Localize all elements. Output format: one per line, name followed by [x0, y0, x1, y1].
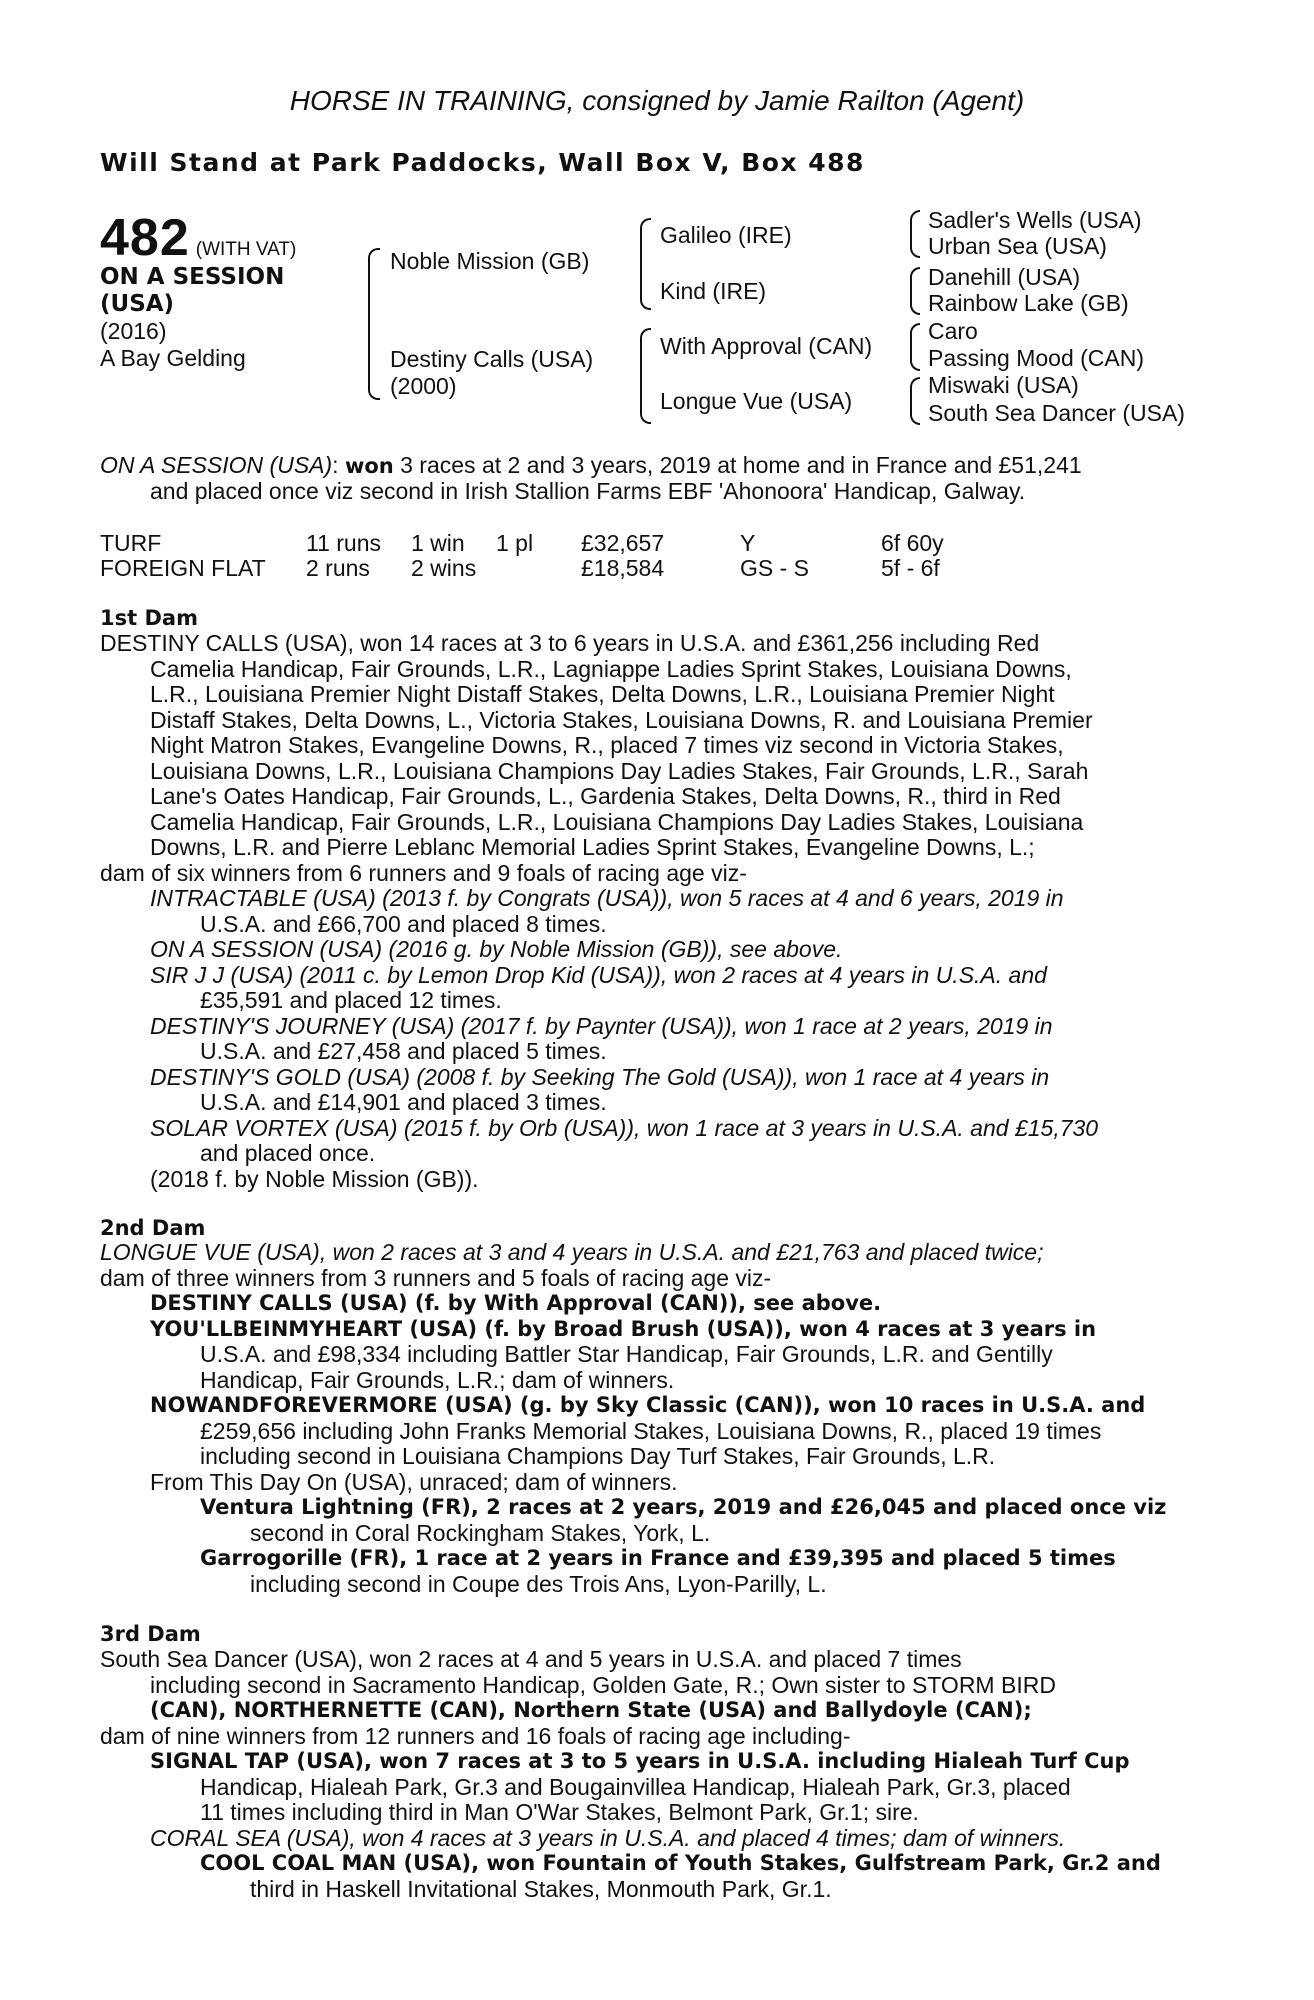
dam3-line: SIGNAL TAP (USA), won 7 races at 3 to 5 years in U.S.A. including Hialeah Turf Cup: [150, 1749, 1130, 1773]
dam2-line: DESTINY CALLS (USA) (f. by With Approval (CAN)), see above.: [150, 1291, 882, 1315]
dam3-line: dam of nine winners from 12 runners and 16 foals of racing age including-: [100, 1722, 851, 1749]
dam3-line: (CAN), NORTHERNETTE (CAN), Northern State (USA) and Ballydoyle (CAN);: [150, 1698, 1032, 1722]
sd-brace: [910, 267, 920, 315]
dam3-heading: 3rd Dam: [100, 1622, 201, 1646]
dam1-line: SIR J J (USA) (2011 c. by Lemon Drop Kid (USA)), won 2 races at 4 years in U.S.A. and: [150, 961, 1047, 988]
pedigree-sss: Sadler's Wells (USA): [928, 207, 1142, 233]
dam2-line: Handicap, Fair Grounds, L.R.; dam of winners.: [200, 1366, 675, 1393]
dam2-line: LONGUE VUE (USA), won 2 races at 3 and 4 years in U.S.A. and £21,763 and placed twice;: [100, 1239, 1044, 1265]
pedigree-sire: Noble Mission (GB): [390, 248, 590, 274]
dam1-line: U.S.A. and £27,458 and placed 5 times.: [200, 1038, 607, 1064]
dd-brace: [910, 377, 920, 425]
horse-info: [100, 318, 246, 372]
pedigree-ds: With Approval (CAN): [660, 333, 873, 359]
pedigree-ssd: Urban Sea (USA): [928, 233, 1107, 259]
stand-location: Will Stand at Park Paddocks, Wall Box V, Box 488: [100, 148, 865, 177]
dam1-line: L.R., Louisiana Premier Night Distaff Stakes, Delta Downs, L.R., Louisiana Premier Night: [150, 681, 1055, 707]
page-title: HORSE IN TRAINING, consigned by Jamie Railton (Agent): [289, 85, 1025, 116]
dam1-line: Night Matron Stakes, Evangeline Downs, R., placed 7 times viz second in Victoria Stakes,: [150, 732, 1064, 758]
dam1-line: Lane's Oates Handicap, Fair Grounds, L., Gardenia Stakes, Delta Downs, R., third in Red: [150, 783, 1061, 809]
foaling-year: (2016): [100, 318, 167, 344]
catalogue-page: HORSE IN TRAINING, consigned by Jamie Railton (Agent) Will Stand at Park Paddocks, Wall Box V, Box 488 482 (WITH VAT) ON A SESSION (USA) (2016) A Bay Gelding Noble Mission (GB) Destiny Calls (USA) (2000) Galileo (IRE) Kind (IRE) With Approval (CAN) Longue Vue (USA) Sadler's Wells (USA) Urban Sea (USA) Danehill (USA) Rainbow Lake (GB) Caro Passing Mood (CAN) Miswaki (USA) South Sea Dancer (USA) ON A SESSION (USA): won 3 races at 2 and 3 years, 2019 at home and in France and £51,241 and placed once viz second in Irish Stallion Farms EBF 'Ahonoora' Handicap, Galway. TURF 11 runs 1 win 1 pl £32,657 Y 6f 60y FOREIGN FLAT 2 runs 2 wins £18,584 GS - S 5f - 6f 1st Dam DESTINY CALLS (USA), won 14 races at 3 to 6 years in U.S.A. and £361,256 including Red Camelia Handicap, Fair Grounds, L.R., Lagniappe Ladies Sprint Stakes, Louisiana Downs, L.R., Louisiana Premier Night Distaff Stakes, Delta Downs, L.R., Louisiana Premier Night Distaff Stakes, Delta Downs, L., Victoria Stakes, Louisiana Downs, R. and Louisiana Premier Night Matron Stakes, Evangeline Downs, R., placed 7 times viz second in Victoria Stakes, Louisiana Downs, L.R., Louisiana Champions Day Ladies Stakes, Fair Grounds, L.R., Sarah Lane's Oates Handicap, Fair Grounds, L., Gardenia Stakes, Delta Downs, R., third in Red Camelia Handicap, Fair Grounds, L.R., Louisiana Champions Day Ladies Stakes, Louisiana Downs, L.R. and Pierre Leblanc Memorial Ladies Sprint Stakes, Evangeline Downs, L.; dam of six winners from 6 runners and 9 foals of racing age viz- INTRACTABLE (USA) (2013 f. by Congrats (USA)), won 5 races at 4 and 6 years, 2019 in U.S.A. and £66,700 and placed 8 times. ON A SESSION (USA) (2016 g. by Noble Mission (GB)), see above. SIR J J (USA) (2011 c. by Lemon Drop Kid (USA)), won 2 races at 4 years in U.S.A. and £35,591 and placed 12 times. DESTINY'S JOURNEY (USA) (2017 f. by Paynter (USA)), won 1 race at 2 years, 2019 in U.S.A. and £27,458 and placed 5 times. DESTINY'S GOLD (USA) (2008 f. by Seeking The Gold (USA)), won 1 race at 4 years in U.S.A. and £14,901 and placed 3 times. SOLAR VORTEX (USA) (2015 f. by Orb (USA)), won 1 race at 3 years in U.S.A. and £15,730 and placed once. (2018 f. by Noble Mission (GB)). 2nd Dam LONGUE VUE (USA), won 2 races at 3 and 4 years in U.S.A. and £21,763 and placed twice; dam of three winners from 3 runners and 5 foals of racing age viz- DESTINY CALLS (USA) (f. by With Approval (CAN)), see above. YOU'LLBEINMYHEART (USA) (f. by Broad Brush (USA)), won 4 races at 3 years in U.S.A. and £98,334 including Battler Star Handicap, Fair Grounds, L.R. and Gentilly Handicap, Fair Grounds, L.R.; dam of winners. NOWANDFOREVERMORE (USA) (g. by Sky Classic (CAN)), won 10 races in U.S.A. and £259,656 including John Franks Memorial Stakes, Louisiana Downs, R., placed 19 times including second in Louisiana Champions Day Turf Stakes, Fair Grounds, L.R. From This Day On (USA), unraced; dam of winners. Ventura Lightning (FR), 2 races at 2 years, 2019 and £26,045 and placed once viz second in Coral Rockingham Stakes, York, L. Garrogorille (FR), 1 race at 2 years in France and £39,395 and placed 5 times including second in Coupe des Trois Ans, Lyon-Parilly, L. 3rd Dam South Sea Dancer (USA), won 2 races at 4 and 5 years in U.S.A. and placed 7 times including second in Sacramento Handicap, Golden Gate, R.; Own sister to STORM BIRD (CAN), NORTHERNETTE (CAN), Northern State (USA) and Ballydoyle (CAN); dam of nine winners from 12 runners and 16 foals of racing age including- SIGNAL TAP (USA), won 7 races at 3 to 5 years in U.S.A. including Hialeah Turf Cup Handicap, Hialeah Park, Gr.3 and Bougainvillea Handicap, Hialeah Park, Gr.3, placed 11 times including third in Man O'War Stakes, Belmont Park, Gr.1; sire. CORAL SEA (USA), won 4 races at 3 years in U.S.A. and placed 4 times; dam of winners. COOL COAL MAN (USA), won Fountain of Youth Stakes, Gulfstream Park, Gr.2 and third in Haskell Invitational Stakes, Monmouth Park, Gr.1.: [0, 0, 1314, 2000]
dam1-line: Distaff Stakes, Delta Downs, L., Victoria Stakes, Louisiana Downs, R. and Louisiana Premier: [150, 706, 1093, 733]
summary-rest: 3 races at 2 and 3 years, 2019 at home and in France and £51,241: [393, 452, 1082, 478]
dam2-line: NOWANDFOREVERMORE (USA) (g. by Sky Classic (CAN)), won 10 races in U.S.A. and: [150, 1393, 1146, 1417]
dam1-line: Downs, L.R. and Pierre Leblanc Memorial Ladies Sprint Stakes, Evangeline Downs, L.;: [150, 834, 1035, 860]
dam2-line: second in Coral Rockingham Stakes, York, L.: [250, 1519, 711, 1546]
dam1-line: SOLAR VORTEX (USA) (2015 f. by Orb (USA)), won 1 race at 3 years in U.S.A. and £15,730: [150, 1114, 1099, 1141]
dam1-section: [100, 631, 1204, 1192]
pedigree-ss: Galileo (IRE): [660, 222, 792, 248]
dam1-line: INTRACTABLE (USA) (2013 f. by Congrats (USA)), won 5 races at 4 and 6 years, 2019 in: [150, 885, 1064, 911]
dam2-line: From This Day On (USA), unraced; dam of winners.: [150, 1468, 678, 1495]
dam-line-brace: [640, 328, 651, 424]
summary-horse-name: ON A SESSION (USA): [100, 452, 333, 478]
dam3-line: 11 times including third in Man O'War Stakes, Belmont Park, Gr.1; sire.: [200, 1799, 919, 1825]
pedigree-dam-year: (2000): [390, 373, 457, 399]
lot-number: 482: [100, 209, 190, 267]
dam2-line: U.S.A. and £98,334 including Battler Star Handicap, Fair Grounds, L.R. and Gentilly: [200, 1341, 1053, 1367]
dam1-line: U.S.A. and £66,700 and placed 8 times.: [200, 910, 607, 937]
summary-line2: and placed once viz second in Irish Stallion Farms EBF 'Ahonoora' Handicap, Galway.: [150, 478, 1026, 504]
dam1-line: DESTINY'S GOLD (USA) (2008 f. by Seeking The Gold (USA)), won 1 race at 4 years in: [150, 1063, 1050, 1090]
pedigree-ddd: South Sea Dancer (USA): [928, 400, 1185, 426]
vat-label: (WITH VAT): [195, 239, 297, 260]
pedigree-sds: Danehill (USA): [928, 264, 1081, 290]
ds-brace: [910, 323, 920, 371]
dam1-line: dam of six winners from 6 runners and 9 foals of racing age viz-: [100, 859, 747, 886]
summary-won: won: [344, 454, 394, 478]
dam1-line: U.S.A. and £14,901 and placed 3 times.: [200, 1089, 607, 1115]
dam1-line: ON A SESSION (USA) (2016 g. by Noble Mission (GB)), see above.: [150, 936, 843, 962]
lot-header: [100, 208, 296, 268]
dam3-line: South Sea Dancer (USA), won 2 races at 4 and 5 years in U.S.A. and placed 7 times: [100, 1646, 962, 1672]
dam2-line: including second in Coupe des Trois Ans, Lyon-Parilly, L.: [250, 1570, 827, 1597]
dam1-line: and placed once.: [200, 1140, 376, 1166]
horse-description: A Bay Gelding: [100, 345, 246, 371]
dam3-section: [100, 1647, 1204, 1902]
dam2-line: Garrogorille (FR), 1 race at 2 years in France and £39,395 and placed 5 times: [200, 1546, 1116, 1570]
horse-name-line2: (USA): [100, 291, 175, 317]
dam3-line: third in Haskell Invitational Stakes, Monmouth Park, Gr.1.: [250, 1875, 832, 1902]
dam1-line: Louisiana Downs, L.R., Louisiana Champions Day Ladies Stakes, Fair Grounds, L.R., Sarah: [150, 757, 1089, 784]
dam1-line: £35,591 and placed 12 times.: [200, 987, 502, 1013]
dam2-line: including second in Louisiana Champions Day Turf Stakes, Fair Grounds, L.R.: [200, 1443, 996, 1469]
sire-line-brace: [640, 218, 651, 310]
dam3-line: Handicap, Hialeah Park, Gr.3 and Bougainvillea Handicap, Hialeah Park, Gr.3, placed: [200, 1773, 1071, 1800]
horse-name-line1: ON A SESSION: [100, 264, 285, 290]
dam2-line: £259,656 including John Franks Memorial Stakes, Louisiana Downs, R., placed 19 times: [200, 1417, 1102, 1444]
dam1-line: Camelia Handicap, Fair Grounds, L.R., Louisiana Champions Day Ladies Stakes, Louisiana: [150, 808, 1084, 835]
pedigree-sdd: Rainbow Lake (GB): [928, 290, 1129, 316]
dam3-line: including second in Sacramento Handicap, Golden Gate, R.; Own sister to STORM BIRD: [150, 1671, 1056, 1698]
dam1-heading: 1st Dam: [100, 606, 198, 630]
pedigree-dd: Longue Vue (USA): [660, 388, 853, 414]
dam2-line: Ventura Lightning (FR), 2 races at 2 years, 2019 and £26,045 and placed once viz: [200, 1495, 1167, 1519]
dam1-line: DESTINY CALLS (USA), won 14 races at 3 to 6 years in U.S.A. and £361,256 including Red: [100, 630, 1040, 656]
dam3-line: COOL COAL MAN (USA), won Fountain of Youth Stakes, Gulfstream Park, Gr.2 and: [200, 1851, 1161, 1875]
dam1-line: (2018 f. by Noble Mission (GB)).: [150, 1165, 479, 1192]
dam1-line: DESTINY'S JOURNEY (USA) (2017 f. by Paynter (USA)), won 1 race at 2 years, 2019 in: [150, 1012, 1053, 1039]
pedigree-dsd: Passing Mood (CAN): [928, 345, 1145, 371]
pedigree-dss: Caro: [928, 318, 978, 344]
sire-dam-brace: [368, 248, 380, 400]
pedigree-dds: Miswaki (USA): [928, 372, 1079, 398]
dam1-line: Camelia Handicap, Fair Grounds, L.R., Lagniappe Ladies Sprint Stakes, Louisiana Downs,: [150, 655, 1072, 682]
pedigree-dam: Destiny Calls (USA): [390, 346, 594, 372]
pedigree-sd: Kind (IRE): [660, 278, 767, 304]
dam3-line: CORAL SEA (USA), won 4 races at 3 years in U.S.A. and placed 4 times; dam of winners.: [150, 1824, 1066, 1851]
dam2-section: [100, 1240, 1204, 1597]
summary-line1: ON A SESSION (USA): won 3 races at 2 and 3 years, 2019 at home and in France and £51,241: [100, 452, 1082, 478]
dam2-line: dam of three winners from 3 runners and 5 foals of racing age viz-: [100, 1264, 772, 1291]
ss-brace: [910, 210, 920, 258]
horse-name: [100, 264, 284, 318]
dam2-heading: 2nd Dam: [100, 1216, 206, 1240]
dam2-line: YOU'LLBEINMYHEART (USA) (f. by Broad Brush (USA)), won 4 races at 3 years in: [150, 1316, 1097, 1341]
